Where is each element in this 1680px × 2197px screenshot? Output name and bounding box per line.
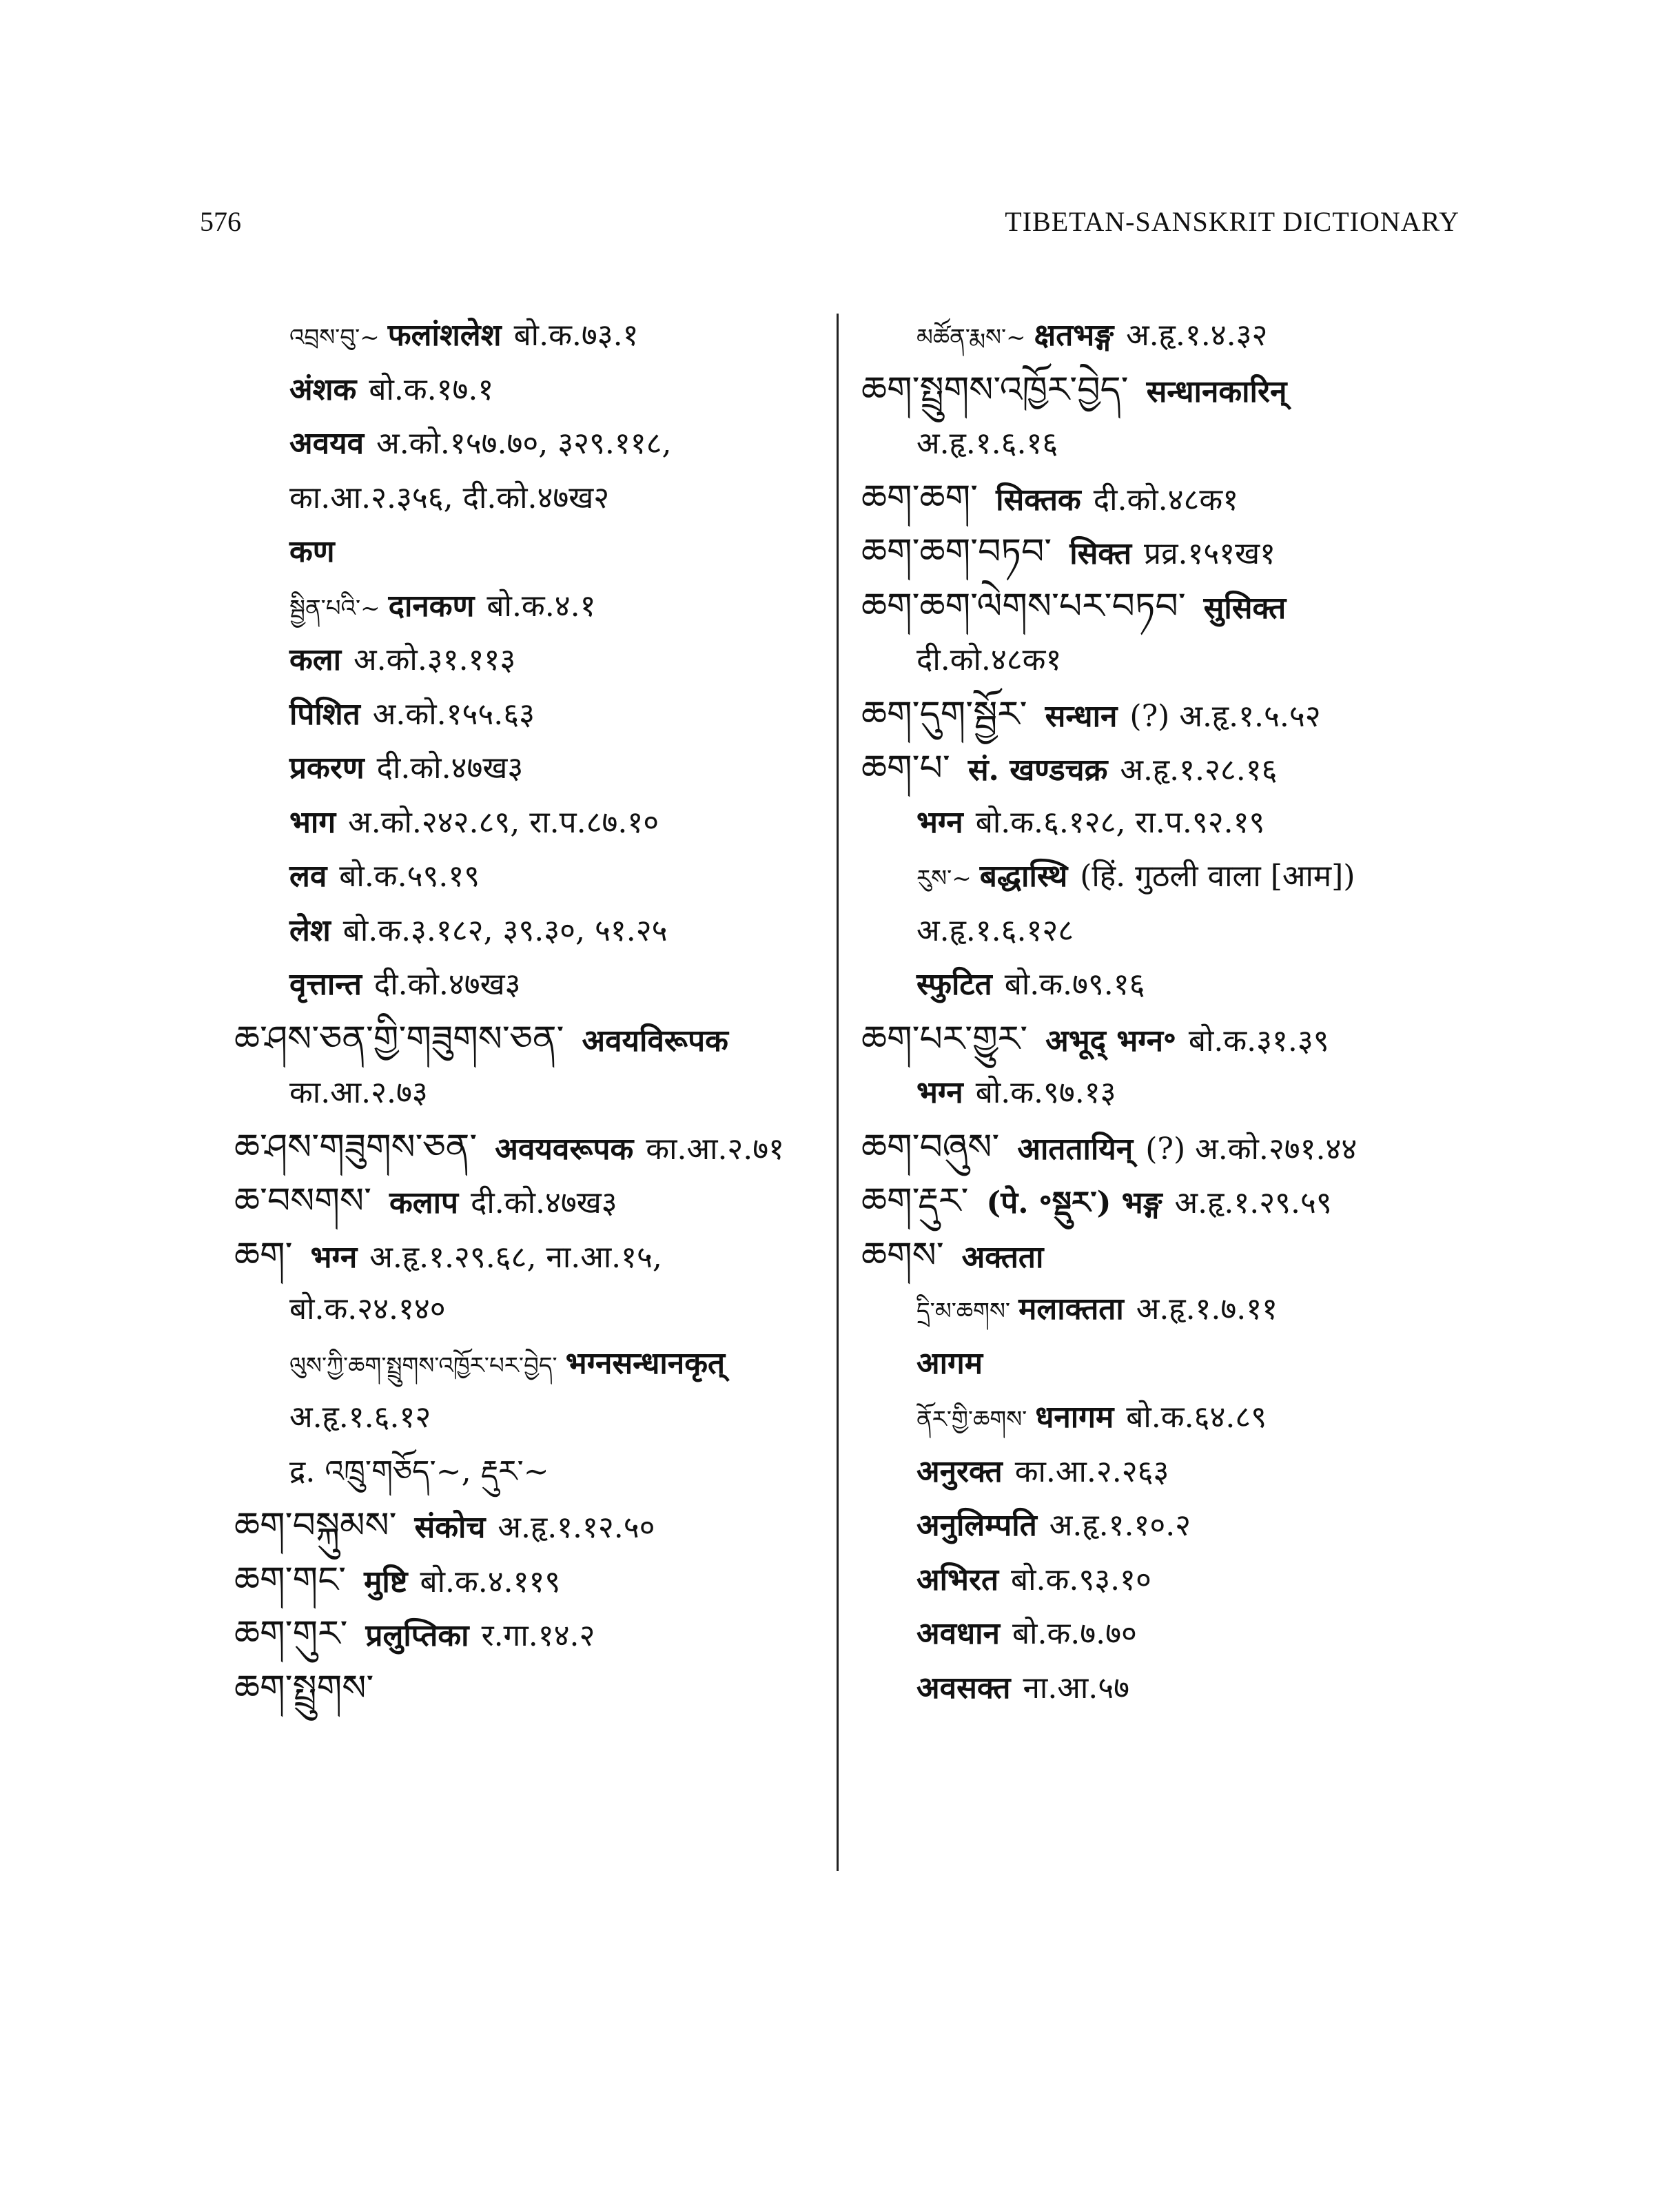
dictionary-line (234, 958, 813, 1012)
sanskrit-equivalent: सन्धानकारिन् (1146, 374, 1287, 409)
dictionary-line (234, 471, 813, 526)
tibetan-headword: ཆག་གུར་ (234, 1613, 348, 1655)
sanskrit-equivalent: भग्नसन्धानकृत् (565, 1345, 726, 1381)
dictionary-line (234, 1012, 813, 1067)
dictionary-line (861, 850, 1482, 904)
sanskrit-equivalent: प्रकरण (289, 750, 365, 786)
source-reference: बो.क.६.१२८, रा.प.९२.१९ (975, 804, 1265, 840)
sanskrit-equivalent: अवयवरूपक (495, 1131, 634, 1167)
sanskrit-equivalent: भग्न (916, 804, 963, 840)
source-reference: प्रव्र.१५१ख१ (1144, 536, 1276, 571)
dictionary-line (234, 742, 813, 796)
sanskrit-equivalent: सुसिक्त (1203, 590, 1287, 626)
sanskrit-equivalent: सन्धान (1045, 698, 1118, 734)
dictionary-line (234, 417, 813, 471)
source-reference: बो.क.३.१८२, ३९.३०, ५१.२५ (342, 912, 668, 948)
source-reference: बो.क.३१.३९ (1188, 1023, 1329, 1059)
tibetan-headword: ཆག་རྡུར་ (861, 1181, 969, 1222)
sanskrit-equivalent: अनुलिम्पति (916, 1508, 1037, 1543)
sanskrit-equivalent: अवयविरूपक (582, 1023, 728, 1059)
tibetan-headword: ནོར་གྱི་ཆགས་ (916, 1406, 1027, 1433)
source-reference: बो.क.७३.१ (513, 318, 639, 353)
tibetan-headword: ཆག་ (234, 1234, 293, 1276)
dictionary-line (861, 1662, 1482, 1716)
sanskrit-equivalent: अवयव (289, 426, 365, 461)
tibetan-headword: རུས་~ (916, 865, 972, 892)
sanskrit-equivalent: अभूद् भग्न॰ (1045, 1023, 1176, 1059)
dictionary-line (861, 958, 1482, 1012)
source-reference: अ.को.१५५.६३ (372, 696, 535, 732)
source-reference: का.आ.२.७१ (646, 1131, 785, 1167)
dictionary-line (861, 1066, 1482, 1121)
source-reference: बो.क.७.७० (1012, 1616, 1137, 1651)
tibetan-headword: ཆག་གང་ (234, 1559, 347, 1601)
dictionary-line (861, 1283, 1482, 1337)
dictionary-line (234, 363, 813, 418)
source-reference: अ.हृ.१.२९.६८, ना.आ.१५, (369, 1239, 662, 1275)
dictionary-line (234, 796, 813, 850)
dictionary-line (861, 1121, 1482, 1175)
dictionary-line (234, 1229, 813, 1283)
dictionary-line (861, 1445, 1482, 1500)
sanskrit-equivalent: मुष्टि (364, 1564, 408, 1600)
dictionary-line (234, 1174, 813, 1229)
sanskrit-equivalent: लेश (289, 912, 331, 948)
source-reference: अ.हृ.१.६.१२ (289, 1400, 431, 1435)
tibetan-headword: ཆག་བསྐུམས་ (234, 1505, 397, 1546)
sanskrit-equivalent: वृत्तान्त (289, 967, 362, 1002)
dictionary-line (234, 1391, 813, 1445)
tibetan-headword: ལུས་ཀྱི་ཆག་སྤྲུགས་འཁྱོར་པར་བྱེད་ (289, 1351, 557, 1380)
tibetan-headword: མཚོན་རྨས་~ (916, 324, 1026, 351)
dictionary-line (861, 1174, 1482, 1229)
dictionary-line (861, 1607, 1482, 1662)
sanskrit-equivalent: सिक्त (1069, 536, 1132, 571)
dictionary-line (861, 1012, 1482, 1067)
dictionary-line (234, 1553, 813, 1608)
tibetan-headword: ཆག་ཆག་ (861, 477, 979, 519)
sanskrit-equivalent: पिशित (289, 696, 360, 732)
sanskrit-equivalent: प्रलुप्तिका (365, 1618, 469, 1653)
sanskrit-equivalent: अंशक (289, 371, 357, 407)
sanskrit-equivalent: मलाक्तता (1018, 1291, 1124, 1327)
source-reference: अ.को.३१.११३ (354, 642, 516, 677)
sanskrit-equivalent: अवधान (916, 1616, 1000, 1651)
dictionary-line (234, 850, 813, 904)
tibetan-headword: ཆ་ཤས་ཅན་གྱི་གཟུགས་ཅན་ (234, 1018, 564, 1060)
source-reference: बो.क.७९.१६ (1004, 967, 1145, 1002)
dictionary-line (234, 1445, 813, 1500)
dictionary-line (861, 1229, 1482, 1283)
dictionary-line (861, 1391, 1482, 1445)
dictionary-line (234, 1662, 813, 1716)
source-reference: दी.को.४७ख३ (373, 967, 521, 1002)
dictionary-line (234, 688, 813, 742)
sanskrit-equivalent: भग्न (916, 1075, 963, 1110)
source-reference: दी.को.४८क१ (916, 642, 1062, 677)
dictionary-line (861, 904, 1482, 959)
page-number: 576 (200, 206, 241, 237)
dictionary-line (234, 1121, 813, 1175)
sanskrit-equivalent: आगम (916, 1345, 983, 1381)
dictionary-line (234, 904, 813, 959)
sanskrit-equivalent: सं. खण्डचक्र (967, 753, 1108, 788)
sanskrit-equivalent: भग्न (310, 1239, 358, 1275)
sanskrit-equivalent: अभिरत (916, 1562, 999, 1597)
dictionary-line (234, 1283, 813, 1337)
tibetan-headword: ཆ་བསགས་ (234, 1181, 372, 1222)
dictionary-line (234, 1607, 813, 1662)
source-reference: बो.क.६४.८९ (1126, 1400, 1267, 1435)
source-reference: बो.क.९७.१३ (975, 1075, 1116, 1110)
dictionary-line (861, 633, 1482, 688)
source-reference: (हिं. गुठली वाला [आम]) (1080, 859, 1355, 894)
sanskrit-equivalent: स्फुटित (916, 967, 992, 1002)
sanskrit-equivalent: भाग (289, 804, 336, 840)
dictionary-line (861, 1553, 1482, 1608)
tibetan-headword: ཆག་ཆག་བཏབ་ (861, 531, 1052, 573)
source-reference: अ.हृ.१.१२.५० (498, 1510, 655, 1545)
source-reference: का.आ.२.२६३ (1014, 1453, 1169, 1489)
dictionary-line (234, 1066, 813, 1121)
tibetan-headword: ཆག་སྤྲུགས་ (234, 1667, 374, 1709)
tibetan-headword: ཆག་པར་གྱུར་ (861, 1018, 1028, 1060)
sanskrit-equivalent: लव (289, 859, 327, 894)
tibetan-headword: ཆག་ཆག་ལེགས་པར་བཏབ་ (861, 585, 1186, 627)
source-reference: दी.को.४७ख३ (376, 750, 524, 786)
dictionary-line (234, 1337, 813, 1391)
dictionary-line (861, 417, 1482, 471)
dictionary-line (861, 796, 1482, 850)
dictionary-line (861, 471, 1482, 526)
sanskrit-equivalent: क्षतभङ्ग (1034, 318, 1114, 353)
source-reference: र.गा.१४.२ (481, 1618, 595, 1653)
source-reference: का.आ.२.७३ (289, 1075, 428, 1110)
source-reference: अ.हृ.१.४.३२ (1126, 318, 1268, 353)
dictionary-line (861, 688, 1482, 742)
sanskrit-equivalent: सिक्तक (996, 482, 1081, 518)
left-column (234, 309, 813, 1715)
sanskrit-equivalent: कलाप (389, 1185, 459, 1220)
source-reference: अ.हृ.१.६.१२८ (916, 912, 1074, 948)
dictionary-line (861, 363, 1482, 418)
source-reference: अ.हृ.१.१०.२ (1049, 1508, 1191, 1543)
dictionary-line (234, 309, 813, 363)
source-reference: अ.को.२४२.८९, रा.प.८७.१० (348, 804, 659, 840)
source-reference: बो.क.१७.१ (369, 371, 494, 407)
source-reference: अ.हृ.१.२८.१६ (1120, 753, 1278, 788)
right-column (861, 309, 1482, 1715)
source-reference: अ.को.१५७.७०, ३२९.११८, (376, 426, 672, 461)
sanskrit-equivalent: दानकण (388, 588, 475, 624)
dictionary-line (234, 580, 813, 634)
tibetan-headword: འབྲས་བུ་~ (289, 324, 380, 351)
tibetan-headword: ཆག་པ་ (861, 748, 950, 789)
tibetan-headword: ཆ་ཤས་གཟུགས་ཅན་ (234, 1126, 478, 1168)
dictionary-line (234, 633, 813, 688)
dictionary-line (234, 1499, 813, 1553)
source-reference: बो.क.५९.१९ (339, 859, 480, 894)
dictionary-line (861, 580, 1482, 634)
sanskrit-equivalent: (पे. ॰སྡུར་) भङ्ग (986, 1185, 1162, 1220)
source-reference: दी.को.४७ख३ (471, 1185, 617, 1220)
dictionary-line (861, 1499, 1482, 1553)
source-reference: अ.हृ.१.७.११ (1136, 1291, 1278, 1327)
source-reference: बो.क.४.१ (486, 588, 596, 624)
source-reference: अ.हृ.१.२९.५९ (1174, 1185, 1332, 1220)
source-reference: ना.आ.५७ (1023, 1670, 1130, 1706)
source-reference: का.आ.२.३५६, दी.को.४७ख२ (289, 480, 610, 515)
tibetan-headword: ཆགས་ (861, 1234, 944, 1276)
dictionary-line (861, 525, 1482, 580)
tibetan-headword: ཆག་སྤྲུགས་འཁྱོར་བྱེད་ (861, 369, 1129, 411)
tibetan-headword: སྦྱིན་པའི་~ (289, 594, 380, 622)
tibetan-headword: དྲི་མ་ཆགས་ (916, 1298, 1011, 1325)
sanskrit-equivalent: आततायिन् (1017, 1131, 1134, 1167)
sanskrit-equivalent: कण (289, 534, 335, 569)
tibetan-headword: ཆག་བཞུས་ (861, 1126, 1000, 1168)
sanskrit-equivalent: संकोच (414, 1510, 486, 1545)
sanskrit-equivalent: कला (289, 642, 342, 677)
dictionary-line (234, 525, 813, 580)
column-divider (837, 314, 839, 1871)
sanskrit-equivalent: अनुरक्त (916, 1453, 1003, 1489)
source-reference: द्र. འཁྲུ་གཅོད་~, རྡུར་~ (289, 1453, 549, 1489)
sanskrit-equivalent: अवसक्त (916, 1670, 1011, 1706)
source-reference: (?) अ.को.२७१.४४ (1145, 1131, 1358, 1167)
sanskrit-equivalent: बद्धास्थि (979, 859, 1068, 894)
dictionary-line (861, 742, 1482, 796)
sanskrit-equivalent: अक्तता (961, 1239, 1044, 1275)
running-head: TIBETAN-SANSKRIT DICTIONARY (1005, 206, 1459, 237)
source-reference: बो.क.९३.१० (1011, 1562, 1151, 1597)
dictionary-line (861, 309, 1482, 363)
dictionary-line (861, 1337, 1482, 1391)
source-reference: अ.हृ.१.६.१६ (916, 426, 1058, 461)
source-reference: बो.क.४.११९ (420, 1564, 561, 1600)
sanskrit-equivalent: फलांशलेश (387, 318, 502, 353)
tibetan-headword: ཆག་དུག་སྦྱོར་ (861, 693, 1027, 735)
source-reference: (?) अ.हृ.१.५.५२ (1129, 698, 1321, 734)
source-reference: बो.क.२४.१४० (289, 1291, 446, 1327)
sanskrit-equivalent: धनागम (1035, 1400, 1114, 1435)
source-reference: दी.को.४८क१ (1093, 482, 1239, 518)
